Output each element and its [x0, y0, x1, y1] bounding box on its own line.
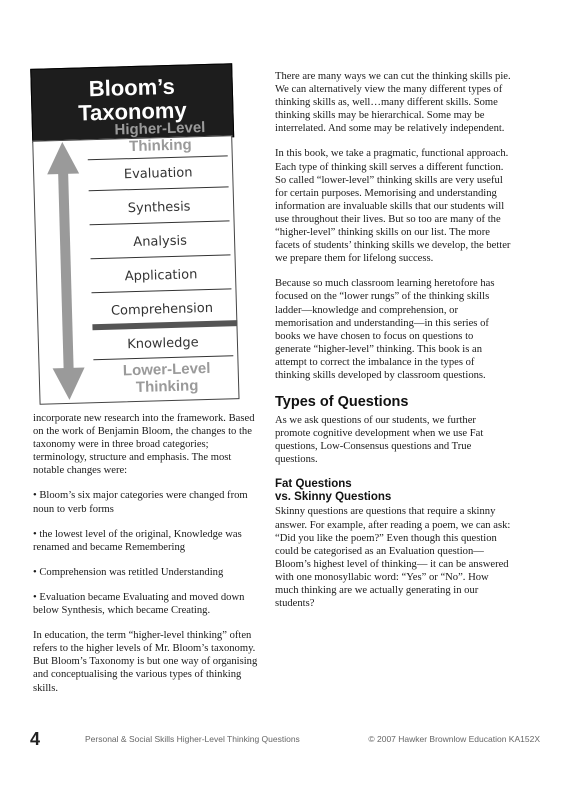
bullet-item: • Bloom’s six major categories were changed from noun to verb forms	[33, 490, 248, 515]
right-paragraph: Because so much classroom learning heretofore has focused on the “lower rungs” of the thinking skills ladder—knowledge and comprehension, or memorisation and understanding—in this series of books we have chosen to focus on questions to generate “higher-level” thinking. This book is an attempt to correct the imbalance in the types of thinking skills developed by classroom questions.	[275, 278, 495, 381]
lower-level-heading: Lower-Level Thinking	[122, 359, 211, 397]
left-paragraph: incorporate new research into the framework. Based on the work of Benjamin Bloom, the changes to the taxonomy were in three broad categories; terminology, structure and emphasis. The most notable changes were:	[33, 413, 255, 477]
left-column	[33, 412, 263, 707]
level-analysis: Analysis	[133, 233, 188, 251]
bullet-item: • Comprehension was retitled Understanding	[33, 566, 224, 578]
types-of-questions-heading: Types of Questions	[275, 394, 409, 411]
blooms-taxonomy-graphic	[30, 63, 240, 413]
blooms-title-line1: Bloom’s	[88, 73, 176, 102]
level-evaluation: Evaluation	[123, 165, 193, 183]
level-application: Application	[124, 267, 198, 285]
bullet-item: • the lowest level of the original, Knowledge was renamed and became Remembering	[33, 528, 242, 553]
right-paragraph: There are many ways we can cut the thinking skills pie. We can alternatively view the many different types of thinking skills as, well…many different skills. Some thinking skills may be hierarchical. Some may be interrelated. And some may be relatively independent.	[275, 71, 511, 135]
bullet-item: • Evaluation became Evaluating and moved down below Synthesis, which became Creating.	[33, 591, 245, 617]
higher-level-heading: Higher-Level Thinking	[114, 118, 206, 156]
right-column	[275, 70, 511, 622]
left-paragraph: In education, the term “higher-level thinking” often refers to the higher levels of Mr. Bloom’s taxonomy. But Bloom’s Taxonomy is but one way of organising and conceptualising the various types of thinking skills.	[33, 630, 258, 694]
footer-book-title: Personal & Social Skills Higher-Level Thinking Questions	[85, 734, 300, 744]
right-paragraph: In this book, we take a pragmatic, functional approach. Each type of thinking skill serves a different function. So called “lower-level” thinking skills are very useful for certain purposes. Memorising and understanding information are invaluable skills that our students will use throughout their lives. But so too are many of the “higher-level” thinking skills on our list. The more facets of students’ thinking skills we develop, the better we prepare them for lifelong success.	[275, 148, 511, 265]
footer-copyright: © 2007 Hawker Brownlow Education KA152X	[368, 734, 540, 744]
double-arrow-icon	[42, 139, 89, 402]
fat-questions-heading: Fat Questions vs. Skinny Questions	[275, 478, 392, 503]
level-knowledge: Knowledge	[127, 335, 199, 353]
page-footer	[30, 729, 540, 749]
level-comprehension: Comprehension	[110, 300, 214, 319]
level-synthesis: Synthesis	[127, 199, 191, 217]
blooms-title-line2: Taxonomy	[77, 97, 187, 126]
fat-paragraph: Skinny questions are questions that require a skinny answer. For example, after reading a poem, we can ask: “Did you like the poem?” Even though this question could be categorised as an Evaluation question—Bloom’s highest level of thinking— it can be answered with one monosyllabic word: “Yes” or “No”. How much thinking are we actually generating in our students?	[275, 506, 511, 610]
page-number: 4	[30, 729, 41, 749]
types-paragraph: As we ask questions of our students, we further promote cognitive development when we use Fat questions, Low-Consensus questions and True questions.	[275, 415, 484, 466]
